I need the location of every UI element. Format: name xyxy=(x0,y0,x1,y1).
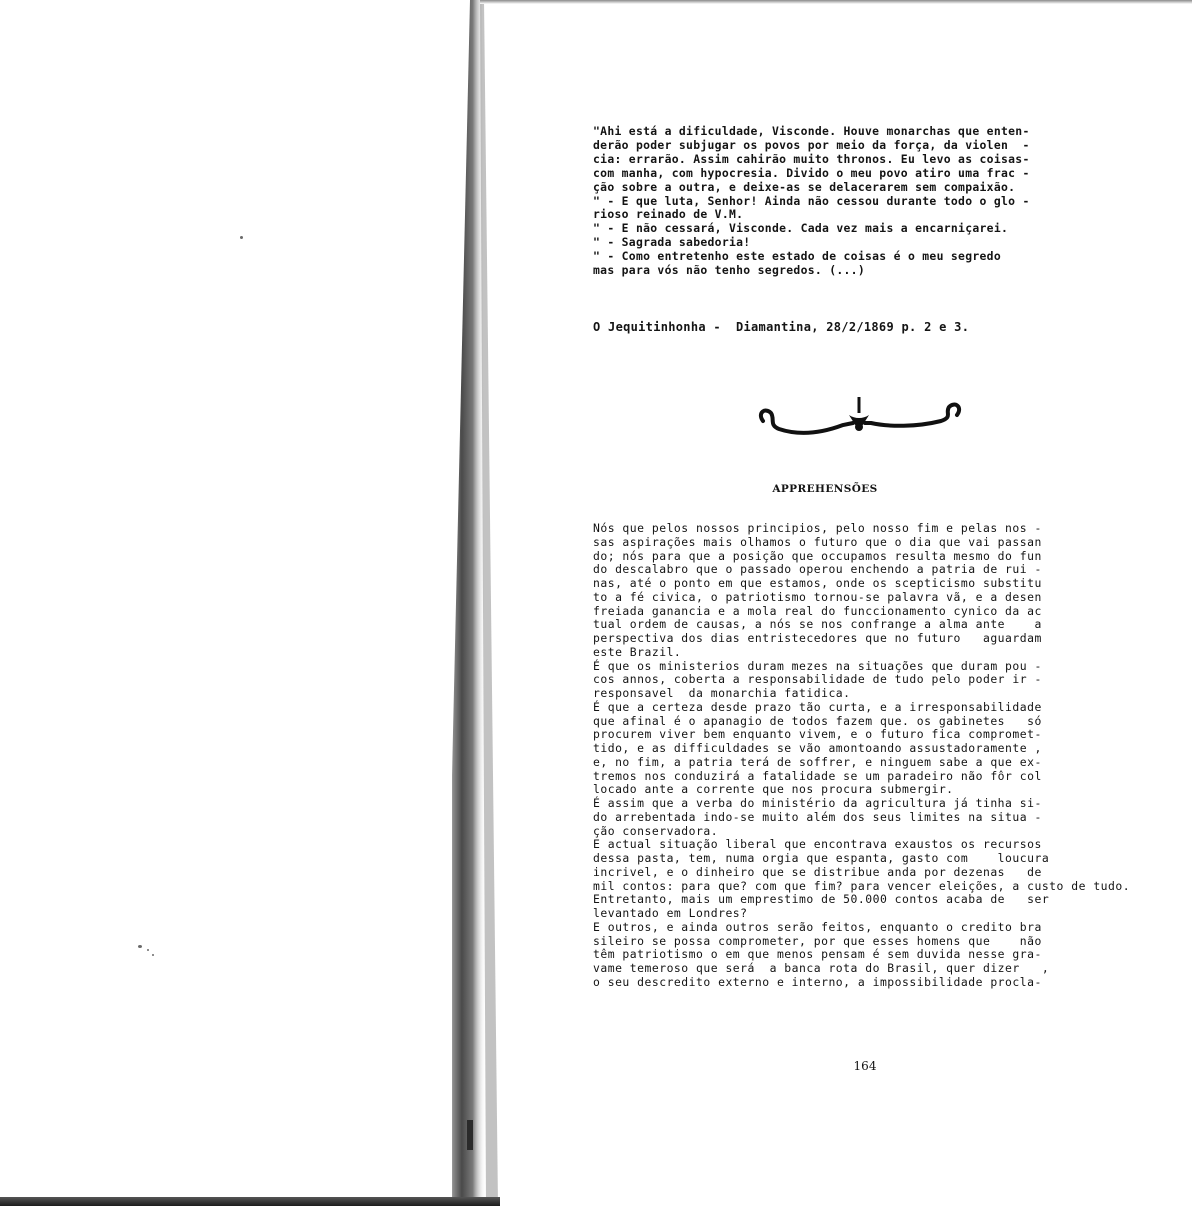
text-line: É que a certeza desde prazo tão curta, e a irresponsabilidade xyxy=(593,699,1042,714)
section-title: APPREHENSÕES xyxy=(772,483,878,495)
text-line: Entretanto, mais um emprestimo de 50.000 contos acaba de ser xyxy=(593,892,1050,907)
text-line: responsavel da monarchia fatidica. xyxy=(593,686,851,700)
text-line: " - E não cessará, Visconde. Cada vez mais a encarniçarei. xyxy=(593,221,1009,236)
text-line: tido, e as difficuldades se vão amontoando assustadoramente , xyxy=(593,741,1042,755)
text-line: que afinal é o apanagio de todos fazem que. os gabinetes só xyxy=(593,713,1042,728)
text-line: mas para vós não tenho segredos. (...) xyxy=(593,263,865,278)
page-bottom-edge xyxy=(0,1197,500,1206)
text-line: cos annos, coberta a responsabilidade de tudo pelo poder ir - xyxy=(593,672,1042,687)
blank-left-page xyxy=(0,0,470,1206)
text-line: perspectiva dos dias entristecedores que no futuro aguardam xyxy=(593,631,1042,645)
text-line: to a fé civica, o patriotismo tornou-se palavra vã, e a desen xyxy=(593,589,1042,604)
text-line: o seu descredito externo e interno, a impossibilidade procla- xyxy=(593,974,1042,989)
paper-speck xyxy=(138,945,142,948)
text-line: É que os ministerios duram mezes na situações que duram pou - xyxy=(593,658,1042,673)
book-gutter-shadow xyxy=(452,0,512,1206)
text-line: tual ordem de causas, a nós se nos confrange a alma ante a xyxy=(593,617,1042,632)
text-line: rioso reinado de V.M. xyxy=(593,207,744,222)
text-line: É assim que a verba do ministério da agricultura já tinha si- xyxy=(593,796,1042,810)
text-line: dessa pasta, tem, numa orgia que espanta, gasto com loucura xyxy=(593,851,1050,865)
text-line: E outros, e ainda outros serão feitos, enquanto o credito bra xyxy=(593,919,1042,934)
text-line: vame temeroso que será a banca rota do Brasil, quer dizer , xyxy=(593,961,1050,975)
text-line: "Ahi está a dificuldade, Visconde. Houve monarchas que enten- xyxy=(593,124,1030,138)
quoted-dialogue xyxy=(593,125,1139,278)
text-line: ção sobre a outra, e deixe-as se delacerarem sem compaixão. xyxy=(593,179,1016,194)
text-line: com manha, com hypocresia. Divido o meu povo atiro uma frac - xyxy=(593,165,1030,180)
source-citation: O Jequitinhonha - Diamantina, 28/2/1869 p. 2 e 3. xyxy=(593,320,970,334)
text-line: levantado em Londres? xyxy=(593,906,748,920)
text-line: incrivel, e o dinheiro que se distribue anda por dezenas de xyxy=(593,864,1042,879)
page-number: 164 xyxy=(853,1059,877,1073)
text-line: sileiro se possa comprometer, por que esses homens que não xyxy=(593,933,1042,948)
text-line: " - Como entretenho este estado de coisas é o meu segredo xyxy=(593,249,1001,264)
text-line: locado ante a corrente que nos procura submergir. xyxy=(593,782,954,797)
paper-speck xyxy=(240,236,243,239)
text-line: do descalabro que o passado operou enchendo a patria de rui - xyxy=(593,562,1042,577)
text-line: nas, até o ponto em que estamos, onde os scepticismo substitu xyxy=(593,576,1042,590)
text-line: " - Sagrada sabedoria! xyxy=(593,235,751,250)
text-line: do arrebentada indo-se muito além dos seus limites na situa - xyxy=(593,809,1042,824)
text-line: mil contos: para que? com que fim? para vencer eleições, a custo de tudo. xyxy=(593,878,1131,893)
text-line: têm patriotismo o em que menos pensam é sem duvida nesse gra- xyxy=(593,947,1042,962)
text-line: do; nós para que a posição que occupamos resulta mesmo do fun xyxy=(593,548,1042,563)
paper-speck xyxy=(147,949,149,951)
text-line: cia: errarão. Assim cahirão muito thronos. Eu levo as coisas- xyxy=(593,151,1030,166)
text-line: E actual situação liberal que encontrava exaustos os recursos xyxy=(593,837,1042,852)
text-line: " - E que luta, Senhor! Ainda não cessou durante todo o glo - xyxy=(593,193,1030,208)
text-line: freiada ganancia e a mola real do funccionamento cynico da ac xyxy=(593,603,1042,618)
text-line: procurem viver bem enquanto vivem, e o futuro fica compromet- xyxy=(593,727,1042,742)
text-line: tremos nos conduzirá a fatalidade se um paradeiro não fôr col xyxy=(593,768,1042,783)
text-line: este Brazil. xyxy=(593,644,682,659)
text-line: sas aspirações mais olhamos o futuro que o dia que vai passan xyxy=(593,534,1042,549)
text-line: Nós que pelos nossos principios, pelo nosso fim e pelas nos - xyxy=(593,521,1042,535)
text-line: e, no fim, a patria terá de soffrer, e ninguem sabe a que ex- xyxy=(593,754,1042,769)
text-line: ção conservadora. xyxy=(593,823,719,838)
paper-speck xyxy=(152,954,154,956)
decorative-scroll-flourish-icon xyxy=(755,393,965,443)
article-body xyxy=(593,522,1139,990)
page-top-edge xyxy=(480,0,1192,4)
text-line: derão poder subjugar os povos por meio da força, da violen - xyxy=(593,137,1030,152)
